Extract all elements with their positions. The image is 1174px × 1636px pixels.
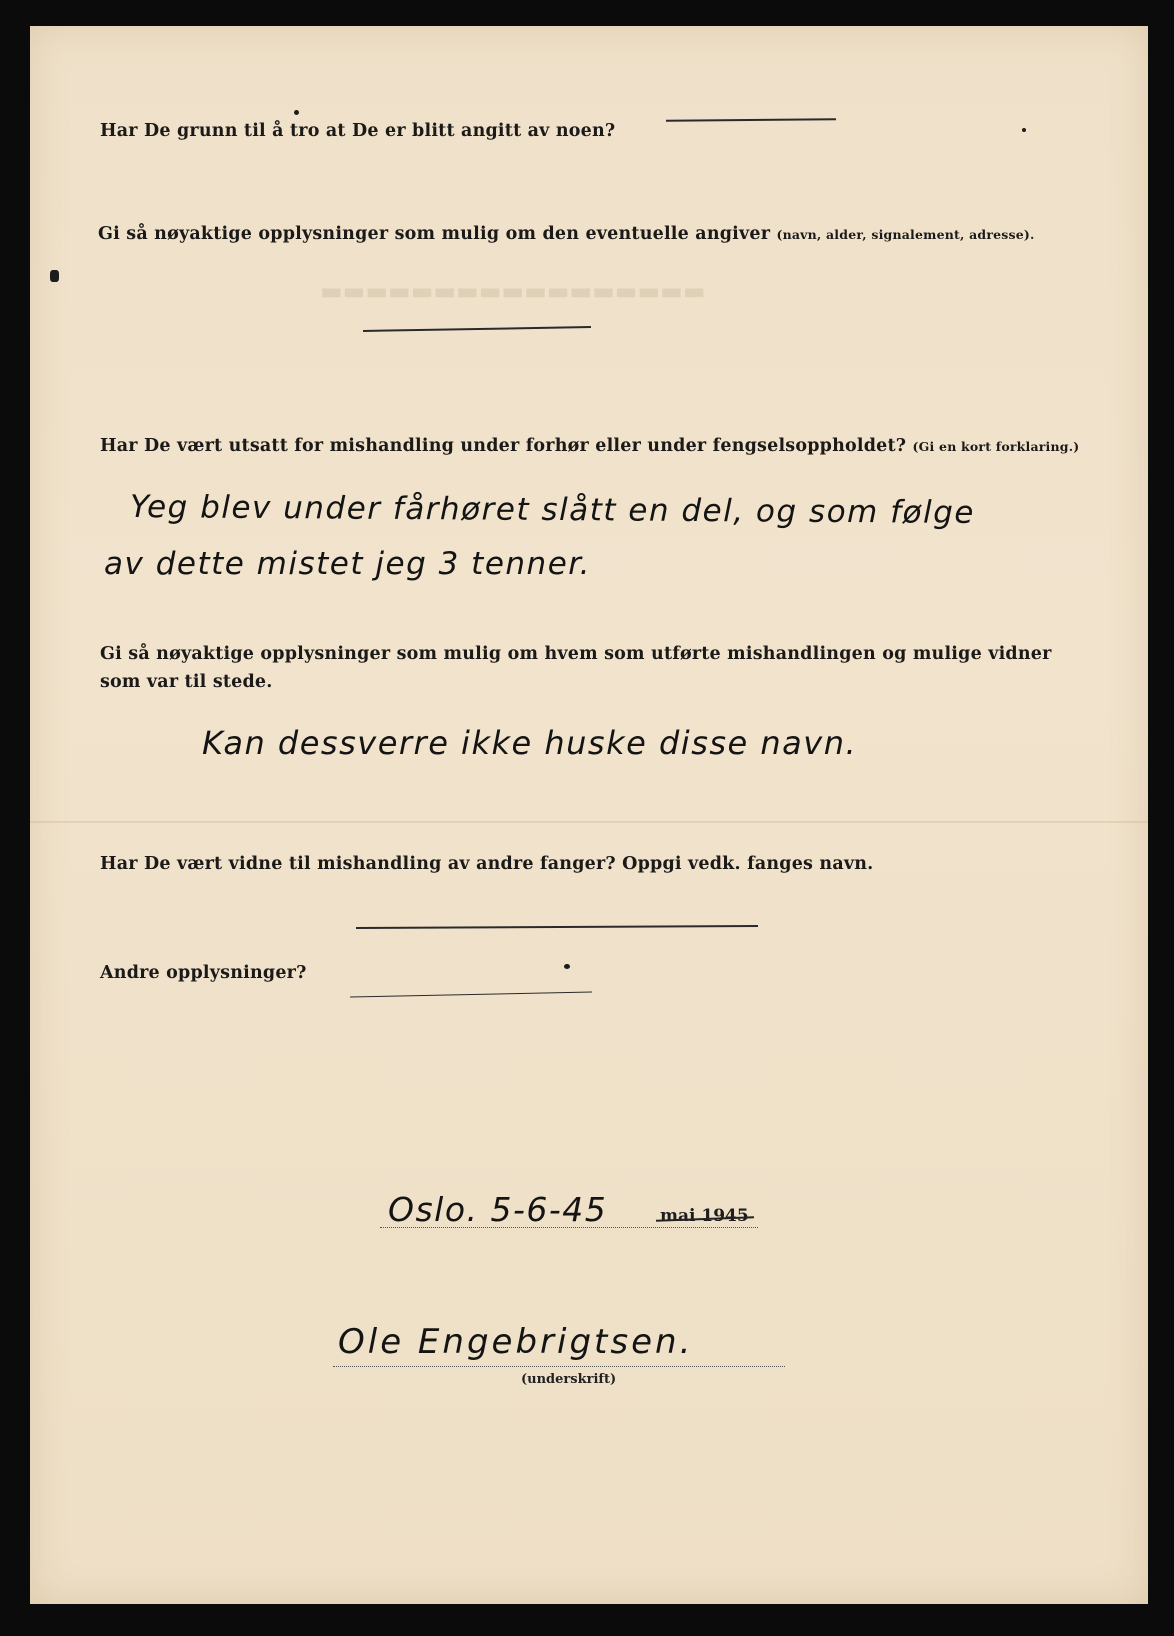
question-note: (Gi en kort forklaring.) (912, 439, 1080, 454)
answer-dash-q6 (350, 991, 592, 997)
handwritten-answer-q3-line1: Yeg blev under fårhøret slått en del, og som følge (129, 489, 976, 531)
date-line (380, 1227, 758, 1228)
answer-dash-q1 (666, 118, 836, 121)
paper-fold (30, 821, 1148, 823)
ink-speck (564, 964, 570, 969)
handwritten-signature: Ole Engebrigtsen. (338, 1322, 694, 1362)
ink-speck (1022, 128, 1026, 132)
question-perpetrators-line2: som var til stede. (100, 672, 273, 692)
question-other-info: Andre opplysninger? (100, 963, 307, 983)
handwritten-answer-q4: Kan dessverre ikke huske disse navn. (202, 724, 858, 762)
question-mistreatment (100, 432, 1079, 461)
signature-label: (underskrift) (521, 1372, 617, 1387)
question-witness: Har De vært vidne til mishandling av andre fanger? Oppgi vedk. fanges navn. (100, 854, 874, 874)
question-text: Har De vært utsatt for mishandling under forhør eller under fengselsoppholdet? (100, 436, 907, 456)
question-informer-details (98, 220, 1035, 249)
form-page (30, 26, 1148, 1604)
signature-line (333, 1366, 785, 1367)
question-note: (navn, alder, signalement, adresse). (776, 227, 1035, 242)
punch-mark (50, 270, 59, 282)
handwritten-answer-q3-line2: av dette mistet jeg 3 tenner. (104, 546, 592, 582)
answer-dash-q5 (356, 925, 758, 929)
question-text: Gi så nøyaktige opplysninger som mulig om den eventuelle angiver (98, 224, 771, 244)
ink-speck (294, 110, 299, 115)
answer-dash-q2 (363, 326, 591, 332)
printed-date: mai 1945 (660, 1206, 749, 1226)
handwritten-place-date: Oslo. 5-6-45 (388, 1190, 608, 1229)
bleed-through-text: ▬▬▬▬▬▬▬▬▬▬▬▬▬▬▬▬▬ (320, 276, 706, 305)
question-perpetrators-line1: Gi så nøyaktige opplysninger som mulig om hvem som utførte mishandlingen og mulige vidner (100, 644, 1052, 664)
question-denounced: Har De grunn til å tro at De er blitt angitt av noen? (100, 121, 616, 141)
